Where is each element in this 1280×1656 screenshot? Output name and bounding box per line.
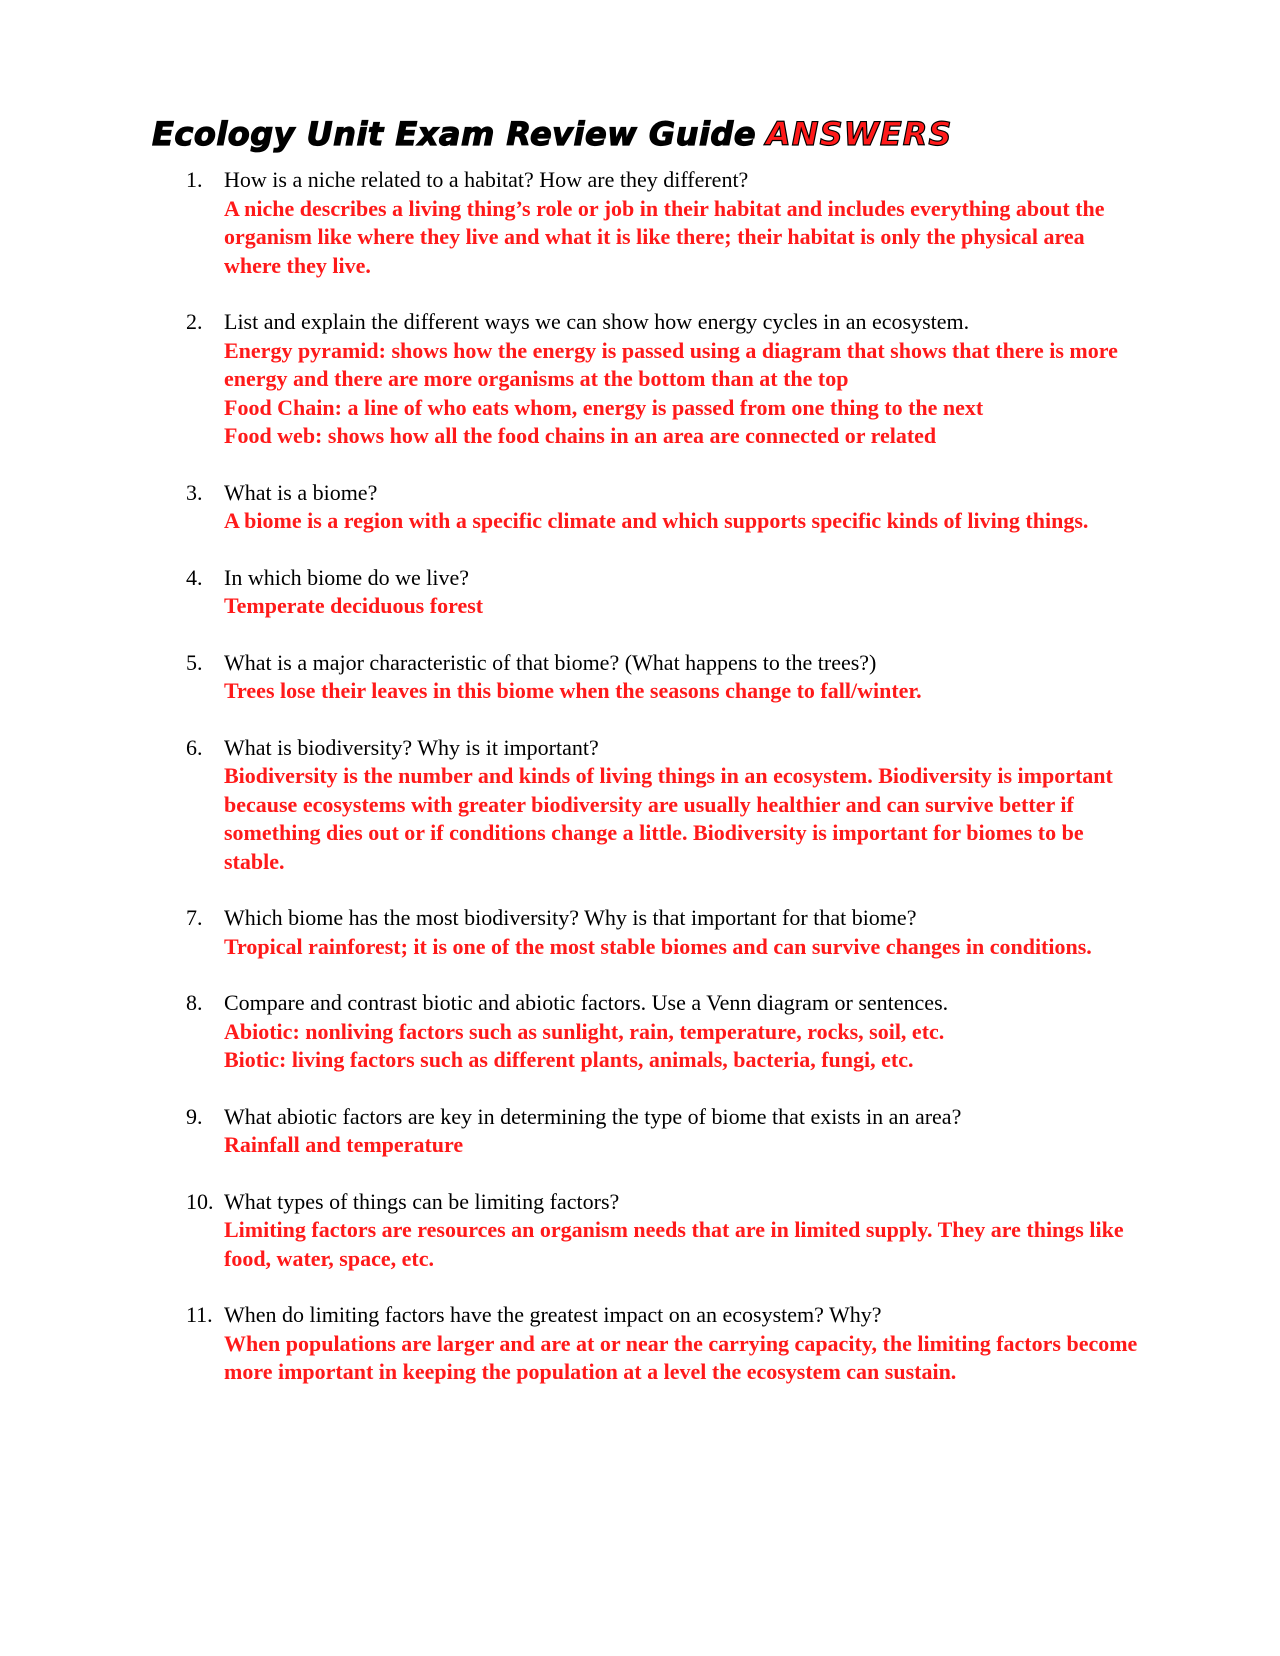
- answer-text: A niche describes a living thing’s role or job in their habitat and includes everything about the organism like where they live and what it is like there; their habitat is only the physical area where they live.: [224, 195, 1105, 278]
- answer-text: Biodiversity is the number and kinds of living things in an ecosystem. Biodiversity is important because ecosystems with greater biodiversity are usually healthier and can survive better if something dies out or if conditions change a little. Biodiversity is important for biomes to be stable.: [224, 763, 1113, 874]
- question-text: How is a niche related to a habitat? How are they different?: [224, 167, 749, 192]
- question-body: [224, 1188, 1146, 1274]
- question-body: [224, 1103, 1146, 1160]
- question-body: [224, 166, 1146, 280]
- question-number: 10.: [186, 1188, 214, 1214]
- question-text: What types of things can be limiting factors?: [224, 1188, 620, 1214]
- question-item: [186, 479, 1146, 536]
- question-item: [186, 308, 1146, 451]
- question-text: In which biome do we live?: [224, 564, 469, 590]
- question-body: [224, 1301, 1146, 1387]
- answer-text: Biotic: living factors such as different plants, animals, bacteria, fungi, etc.: [224, 1047, 914, 1072]
- title-answers-label: ANSWERS: [766, 115, 953, 153]
- question-number: 4.: [186, 564, 203, 590]
- question-text: Compare and contrast biotic and abiotic factors. Use a Venn diagram or sentences.: [224, 990, 949, 1015]
- answer-text: Tropical rainforest; it is one of the most stable biomes and can survive changes in conditions.: [224, 933, 1092, 959]
- answer-text: Food web: shows how all the food chains in an area are connected or related: [224, 423, 937, 448]
- question-number: 8.: [186, 990, 203, 1015]
- question-item: [186, 166, 1146, 280]
- question-number: 5.: [186, 649, 203, 675]
- question-number: 3.: [186, 479, 203, 505]
- question-text: What is a major characteristic of that biome? (What happens to the trees?): [224, 649, 877, 675]
- question-number: 11.: [186, 1302, 213, 1327]
- answer-text: Abiotic: nonliving factors such as sunlight, rain, temperature, rocks, soil, etc.: [224, 1018, 945, 1044]
- question-item: [186, 1301, 1146, 1387]
- question-body: [224, 904, 1146, 961]
- question-number: 1.: [186, 167, 203, 192]
- question-text: Which biome has the most biodiversity? Why is that important for that biome?: [224, 905, 917, 930]
- question-list: [186, 166, 1146, 1415]
- question-body: [224, 734, 1146, 877]
- answer-text: Limiting factors are resources an organism needs that are in limited supply. They are things like food, water, space, etc.: [224, 1217, 1124, 1271]
- question-body: [224, 479, 1146, 536]
- page-title: [152, 115, 953, 153]
- answer-text: Trees lose their leaves in this biome when the seasons change to fall/winter.: [224, 678, 922, 703]
- question-body: [224, 564, 1146, 621]
- question-body: [224, 989, 1146, 1075]
- question-text: What is biodiversity? Why is it important?: [224, 734, 599, 760]
- question-number: 6.: [186, 734, 203, 760]
- question-number: 2.: [186, 309, 203, 334]
- question-body: [224, 308, 1146, 451]
- question-text: List and explain the different ways we can show how energy cycles in an ecosystem.: [224, 309, 970, 334]
- answer-text: When populations are larger and are at or near the carrying capacity, the limiting factors become more important in keeping the population at a level the ecosystem can sustain.: [224, 1330, 1138, 1384]
- answer-text: A biome is a region with a specific climate and which supports specific kinds of living things.: [224, 508, 1089, 533]
- question-item: [186, 1188, 1146, 1274]
- question-text: When do limiting factors have the greatest impact on an ecosystem? Why?: [224, 1302, 882, 1327]
- answer-text: Temperate deciduous forest: [224, 593, 484, 618]
- question-item: [186, 904, 1146, 961]
- question-body: [224, 649, 1146, 706]
- answer-text: Rainfall and temperature: [224, 1132, 464, 1157]
- title-main: Ecology Unit Exam Review Guide: [152, 115, 757, 153]
- question-item: [186, 564, 1146, 621]
- question-item: [186, 989, 1146, 1075]
- question-text: What abiotic factors are key in determining the type of biome that exists in an area?: [224, 1103, 962, 1129]
- question-item: [186, 734, 1146, 877]
- question-number: 7.: [186, 905, 203, 930]
- answer-text: Energy pyramid: shows how the energy is passed using a diagram that shows that there is more energy and there are more organisms at the bottom than at the top: [224, 337, 1118, 391]
- question-item: [186, 1103, 1146, 1160]
- question-item: [186, 649, 1146, 706]
- question-text: What is a biome?: [224, 479, 378, 505]
- question-number: 9.: [186, 1103, 203, 1129]
- answer-text: Food Chain: a line of who eats whom, energy is passed from one thing to the next: [224, 394, 984, 420]
